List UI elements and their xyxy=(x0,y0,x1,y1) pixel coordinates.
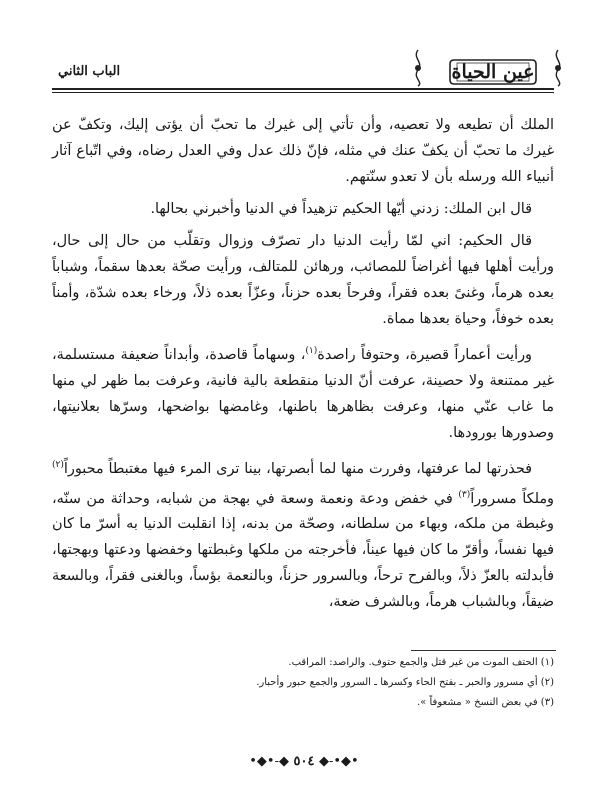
left-ornament-icon xyxy=(408,48,428,88)
text-run: ، وسهاماً قاصدة، وأبداناً ضعيفة مستسلمة، غير ممتنعة ولا حصينة، عرفت أنّ الدنيا منقطعة بالية فانية، وعرفت بما ظهر لي منها ما غاب عنّي منها، وعرفت بظاهرها باطنها، وغامضها بواضحها، وسرّها بعلانيتها، وصدورها بورودها. xyxy=(52,346,554,441)
book-title-cartouche xyxy=(448,56,538,88)
header-rule xyxy=(52,88,554,90)
footnote-rule xyxy=(411,650,556,651)
footnote: (٣) في بعض النسخ « مشعوفاً ». xyxy=(417,697,554,708)
footnote: (١) الحتف الموت من غير قتل والجمع حتوف. والراصد: المراقب. xyxy=(288,657,554,668)
footnotes xyxy=(52,654,554,714)
footnote-mark: (١) xyxy=(305,346,318,356)
paragraph xyxy=(52,452,554,616)
paragraph: الملك أن تطيعه ولا تعصيه، وأن تأتي إلى غيرك ما تحبّ أن يؤتى إليك، وتكفّ عن غيرك ما تحبّ أن يكفّ عنك في مثله، فإنّ ذلك عدل وفي العدل رضاه، وفي اتّباع آثار أنبياء الله ورسله بأن لا تعدو سنّتهم. xyxy=(52,117,554,185)
text-run: وملكاً مسروراً xyxy=(470,490,554,507)
footnote-mark: (٣) xyxy=(458,489,471,500)
book-title: عين الحياة xyxy=(451,61,535,83)
header-rule-thin xyxy=(52,92,554,93)
footnote: (٢) أي مسرور والحبر ـ بفتح الحاء وكسرها ـ السرور والجمع حبور وأحبار. xyxy=(256,677,554,688)
text-run: ورأيت أعماراً قصيرة، وحتوفاً راصدة xyxy=(317,346,532,363)
body-text xyxy=(52,112,554,621)
page-number: ٥٠٤ xyxy=(293,754,315,769)
text-run: فحذرتها لما عرفتها، وفررت منها لما أبصرتها، بينا ترى المرء فيها مغتبطاً محبوراً xyxy=(63,460,532,477)
footnote-mark: (٢) xyxy=(52,459,64,470)
page-number-ornament-icon: •◆•-◆ xyxy=(249,754,289,769)
page-number-ornament-icon: ◆-•◆• xyxy=(319,754,359,769)
paragraph: قال ابن الملك: زدني أيّها الحكيم تزهيداً في الدنيا وأخبرني بحالها. xyxy=(150,201,532,217)
text-run: في خفض ودعة ونعمة وسعة في بهجة من شبابه، وحداثة من سنّه، وغبطة من ملكه، وبهاء من سلطانه، وصحّة من بدنه، إذا انقلبت الدنيا به أسرّ ما كان فيها نفساً، وأقرّ ما كان فيها عيناً، فأخرجته من ملكها وغبطتها وخفضها ودعتها وبهجتها، فأبدلته بالعزّ ذلاً، وبالفرح ترحاً، وبالسرور حزناً، وبالنعمة بؤساً، وبالغنى فقراً، وبالسعة ضيقاً، وبالشباب هرماً، وبالشرف ضعة، xyxy=(52,490,554,611)
paragraph xyxy=(52,338,554,446)
chapter-title: الباب الثاني xyxy=(58,64,121,79)
right-ornament-icon xyxy=(548,48,568,88)
paragraph: قال الحكيم: اني لمّا رأيت الدنيا دار تصرّف وزوال وتقلّب من حال إلى حال، ورأيت أهلها فيها أغراضاً للمصائب، ورهائن للمتالف، ورأيت صحّة بعدها سقماً، وشباباً بعده هرماً، وغنىً بعده فقراً، وفرحاً بعده حزناً، وعزّاً بعده ذلاً، ورخاء بعده شدّة، وأمناً بعده خوفاً، وحياة بعدها مماة. xyxy=(52,233,554,327)
page-number-block xyxy=(0,754,608,769)
